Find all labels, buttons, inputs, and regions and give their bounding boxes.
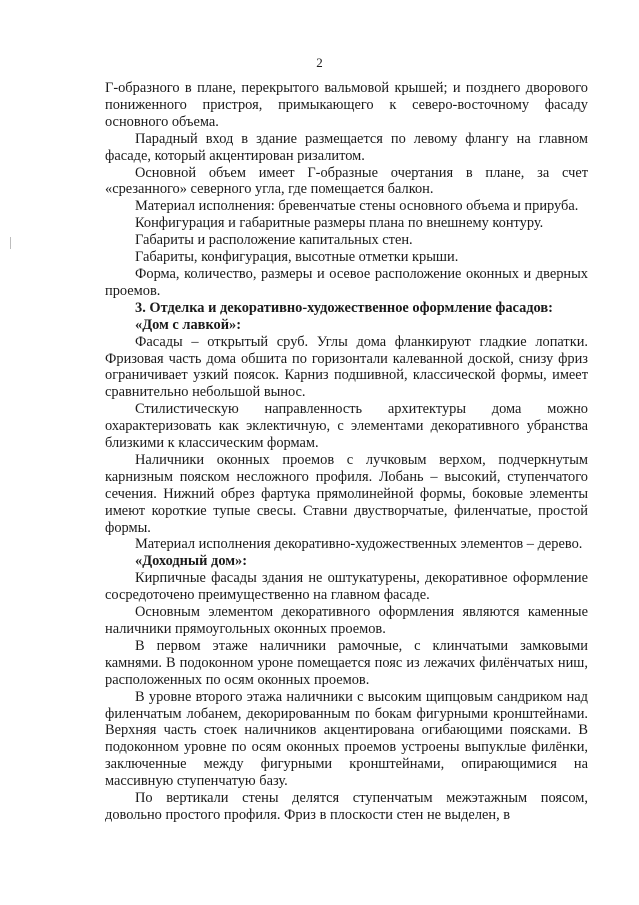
document-body	[105, 80, 588, 824]
paragraph: По вертикали стены делятся ступенчатым межэтажным поясом, довольно простого профиля. Фриз в плоскости стен не выделен, в	[105, 790, 588, 823]
page-number: 2	[316, 55, 323, 70]
section-heading: «Дом с лавкой»:	[135, 316, 242, 333]
paragraph: Фасады – открытый сруб. Углы дома фланкируют гладкие лопатки. Фризовая часть дома обшита по горизонтали калеванной доской, снизу фриз ограничивает узкий поясок. Карниз подшивной, классической формы, имеет сравнительно небольшой вынос.	[105, 333, 588, 401]
paragraph: Кирпичные фасады здания не оштукатурены, декоративное оформление сосредоточено преимущественно на главном фасаде.	[105, 570, 588, 604]
section-heading: 3. Отделка и декоративно-художественное оформление фасадов:	[135, 299, 553, 316]
paragraph: Форма, количество, размеры и осевое расположение оконных и дверных проемов.	[105, 265, 588, 299]
paragraph: Наличники оконных проемов с лучковым верхом, подчеркнутым карнизным пояском несложного профиля. Лобань – высокий, ступенчатого сечения. Нижний обрез фартука прямолинейной формы, боковые элементы имеют короткие тупые свесы. Ставни двустворчатые, филенчатые, простой формы.	[105, 451, 588, 536]
paragraph: В первом этаже наличники рамочные, с клинчатыми замковыми камнями. В подоконном уроне помещается пояс из лежачих филёнчатых ниш, расположенных по осям оконных проемов.	[105, 637, 588, 688]
paragraph: Габариты и расположение капитальных стен.	[135, 232, 413, 249]
paragraph: Конфигурация и габаритные размеры плана по внешнему контуру.	[135, 215, 544, 232]
section-heading: «Доходный дом»:	[135, 553, 248, 570]
paragraph: Основной объем имеет Г-образные очертания в плане, за счет «срезанного» северного угла, где помещается балкон.	[105, 164, 588, 198]
paragraph: Г-образного в плане, перекрытого вальмовой крышей; и позднего дворового пониженного пристроя, примыкающего к северо-восточному фасаду основного объема.	[105, 80, 588, 130]
paragraph: Материал исполнения: бревенчатые стены основного объема и прируба.	[135, 198, 579, 215]
margin-mark	[10, 237, 11, 249]
paragraph: Габариты, конфигурация, высотные отметки крыши.	[135, 249, 459, 266]
paragraph: Парадный вход в здание размещается по левому флангу на главном фасаде, который акцентирован ризалитом.	[105, 130, 588, 164]
paragraph: Стилистическую направленность архитектуры дома можно охарактеризовать как эклектичную, с элементами декоративного убранства близкими к классическим формам.	[105, 401, 588, 452]
paragraph: В уровне второго этажа наличники с высоким щипцовым сандриком над филенчатым лобанем, декорированным по бокам фигурными кронштейнами. Верхняя часть стоек наличников акцентирована огибающими поясками. В подоконном уровне по осям оконных проемов устроены выпуклые филёнки, заключенные между фигурными кронштейнами, опирающимися на массивную ступенчатую базу.	[105, 688, 588, 790]
paragraph: Материал исполнения декоративно-художественных элементов – дерево.	[135, 536, 583, 553]
paragraph: Основным элементом декоративного оформления являются каменные наличники прямоугольных оконных проемов.	[105, 604, 588, 637]
